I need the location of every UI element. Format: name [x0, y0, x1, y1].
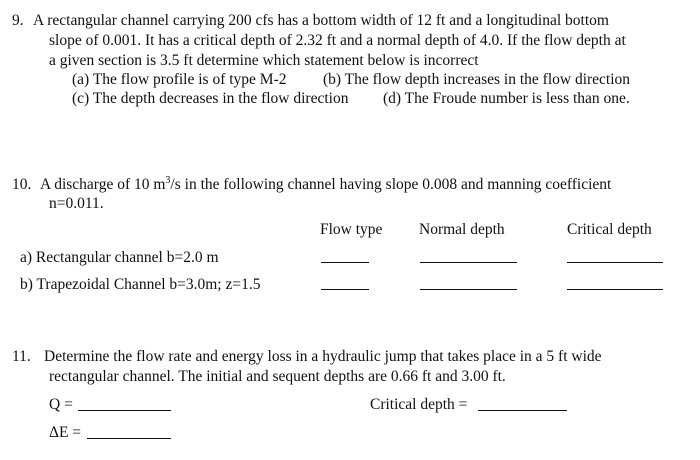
- row-b-normal-depth-blank[interactable]: [420, 289, 517, 290]
- q11-line2: rectangular channel. The initial and sequent depths are 0.66 ft and 3.00 ft.: [49, 368, 506, 385]
- q11-number: 11.: [12, 348, 31, 365]
- header-normal-depth: Normal depth: [419, 221, 505, 238]
- q9-option-b: (b) The flow depth increases in the flow direction: [323, 71, 631, 88]
- q10-line2: n=0.011.: [49, 195, 104, 212]
- row-a-label: a) Rectangular channel b=2.0 m: [20, 249, 219, 266]
- q10-number: 10.: [12, 176, 32, 193]
- header-flow-type: Flow type: [320, 221, 383, 238]
- q9-line3: a given section is 3.5 ft determine which statement below is incorrect: [49, 52, 479, 69]
- q11-line1: Determine the flow rate and energy loss in a hydraulic jump that takes place in a 5 ft wide: [44, 348, 602, 365]
- q11-de-blank[interactable]: [87, 438, 171, 439]
- q11-de-label: ΔE =: [49, 424, 82, 441]
- row-a-normal-depth-blank[interactable]: [420, 262, 517, 263]
- row-a-flow-type-blank[interactable]: [321, 262, 369, 263]
- q11-critical-depth-blank[interactable]: [478, 410, 567, 411]
- row-a-critical-depth-blank[interactable]: [567, 262, 663, 263]
- q9-line2: slope of 0.001. It has a critical depth of 2.32 ft and a normal depth of 4.0. If the flow depth at: [49, 32, 626, 49]
- q9-option-c: (c) The depth decreases in the flow direction: [72, 90, 349, 107]
- q11-q-label: Q =: [49, 396, 73, 413]
- q11-critical-depth-label: Critical depth =: [370, 396, 468, 413]
- q9-line1: A rectangular channel carrying 200 cfs has a bottom width of 12 ft and a longitudinal bottom: [33, 12, 609, 29]
- q11-q-blank[interactable]: [78, 410, 171, 411]
- header-critical-depth: Critical depth: [567, 221, 652, 238]
- q9-number: 9.: [12, 12, 24, 29]
- row-b-critical-depth-blank[interactable]: [567, 289, 663, 290]
- q9-option-d: (d) The Froude number is less than one.: [383, 90, 630, 107]
- row-b-flow-type-blank[interactable]: [321, 289, 369, 290]
- row-b-label: b) Trapezoidal Channel b=3.0m; z=1.5: [20, 276, 261, 293]
- q9-option-a: (a) The flow profile is of type M-2: [72, 71, 287, 88]
- q10-line1: A discharge of 10 $m^3/s$ in the following channel having slope 0.008 and manning coefficient: [40, 174, 612, 193]
